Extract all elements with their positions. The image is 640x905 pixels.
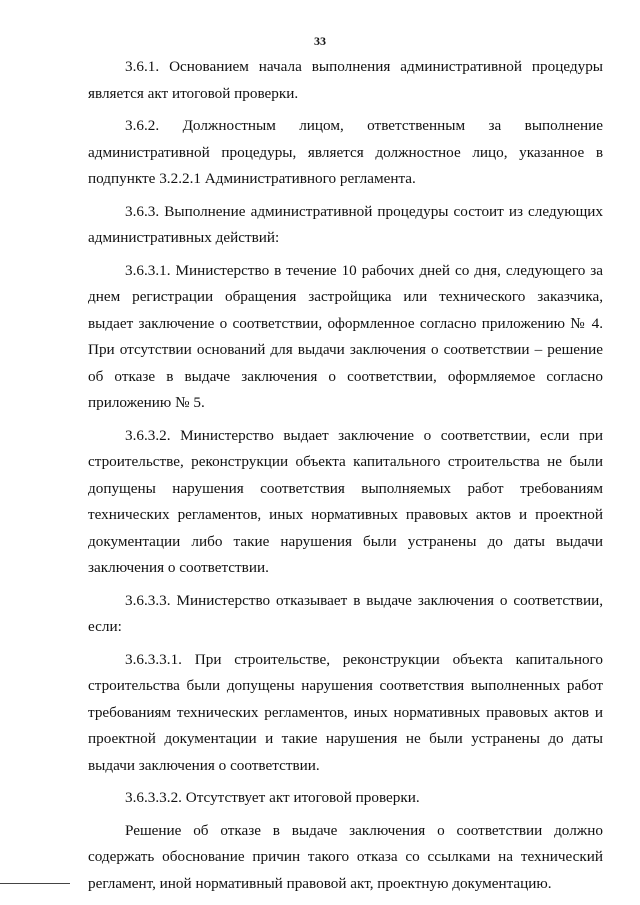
paragraph-refusal-decision: Решение об отказе в выдаче заключения о соответствии должно содержать обоснование причин такого отказа со ссылками на технический регламент, иной нормативный правовой акт, проектную документацию.: [88, 821, 603, 892]
paragraph-3-6-3: 3.6.3. Выполнение административной процедуры состоит из следующих административных действий:: [88, 202, 603, 246]
paragraph-3-6-3-2: 3.6.3.2. Министерство выдает заключение о соответствии, если при строительстве, реконструкции объекта капитального строительства не были допущены нарушения соответствия выполняемых работ требованиям технических регламентов, иных нормативных правовых актов и проектной документации либо такие нарушения были устранены до даты выдачи заключения о соответствии.: [88, 426, 603, 576]
paragraph-3-6-1: 3.6.1. Основанием начала выполнения административной процедуры является акт итоговой проверки.: [88, 58, 603, 102]
document-body: [88, 54, 603, 903]
paragraph-3-6-3-1: 3.6.3.1. Министерство в течение 10 рабочих дней со дня, следующего за днем регистрации обращения застройщика или технического заказчика, выдает заключение о соответствии, оформленное согласно приложению № 4. При отсутствии оснований для выдачи заключения о соответствии – решение об отказе в выдаче заключения о соответствии, оформляемое согласно приложению № 5.: [88, 261, 603, 411]
paragraph-3-6-3-3-2: 3.6.3.3.2. Отсутствует акт итоговой проверки.: [125, 789, 420, 806]
page-number: 33: [314, 34, 326, 48]
paragraph-3-6-2: 3.6.2. Должностным лицом, ответственным за выполнение административной процедуры, является должностное лицо, указанное в подпункте 3.2.2.1 Административного регламента.: [88, 117, 603, 187]
paragraph-3-6-3-3-1: 3.6.3.3.1. При строительстве, реконструкции объекта капитального строительства были допущены нарушения соответствия выполненных работ требованиям технических регламентов, иных нормативных правовых актов и проектной документации и такие нарушения не были устранены до даты выдачи заключения о соответствии.: [88, 650, 603, 774]
paragraph-3-6-3-3: 3.6.3.3. Министерство отказывает в выдаче заключения о соответствии, если:: [88, 591, 603, 635]
footer-divider: [0, 883, 70, 884]
